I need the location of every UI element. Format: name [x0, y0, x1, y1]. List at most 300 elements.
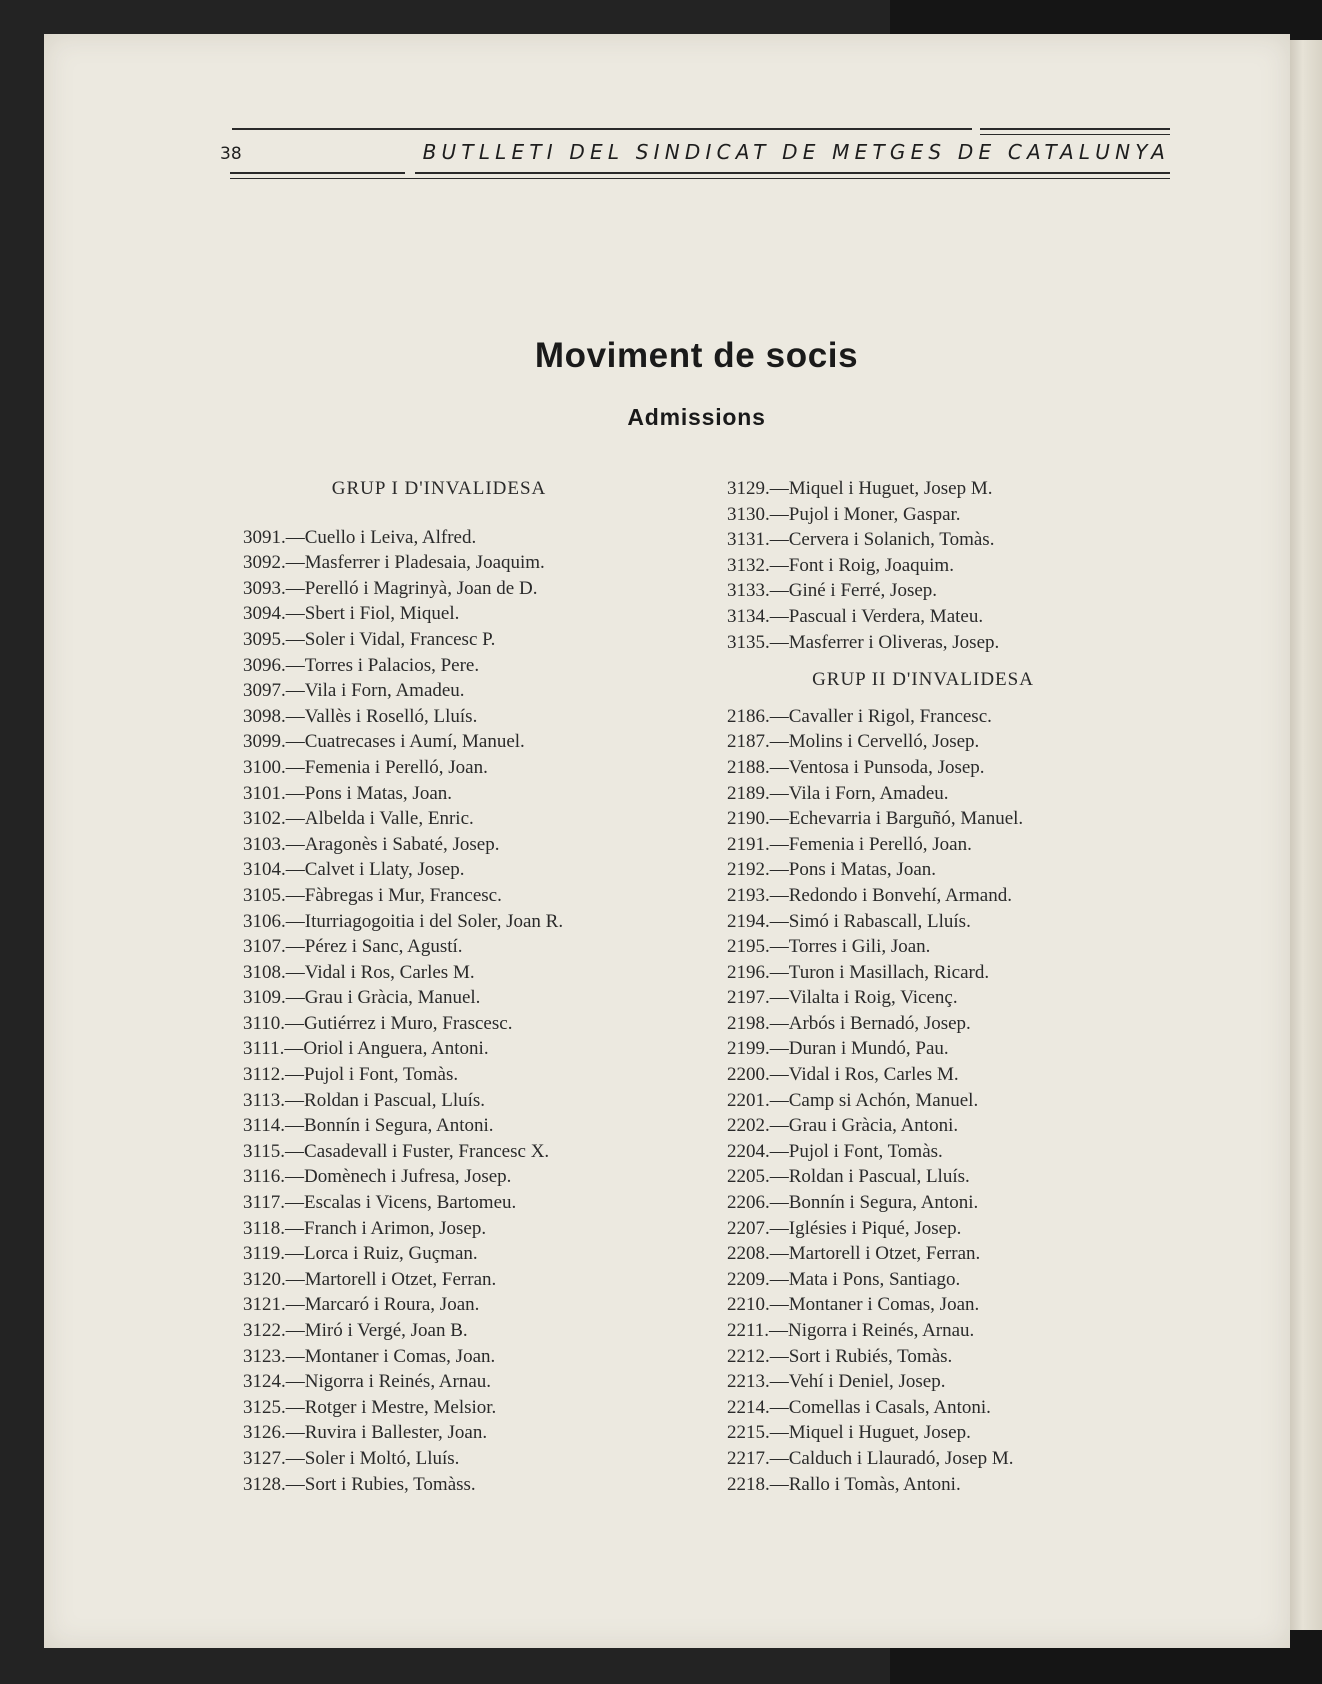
member-entry: [727, 704, 1147, 730]
entry-separator: .—: [765, 1294, 789, 1316]
member-number: 3105: [243, 884, 281, 906]
member-name: Femenia i Perelló, Joan.: [304, 756, 488, 778]
member-entry: [727, 909, 1147, 935]
member-number: 3113: [243, 1089, 281, 1111]
member-name: Iturriagogoitia i del Soler, Joan R.: [304, 910, 564, 932]
member-name: Rotger i Mestre, Melsior.: [304, 1396, 497, 1418]
member-number: 3123: [243, 1345, 281, 1367]
member-number: 3111: [243, 1038, 280, 1060]
member-entry: [727, 1267, 1147, 1293]
member-name: Pascual i Verdera, Mateu.: [788, 605, 984, 627]
entry-separator: .—: [765, 631, 789, 653]
member-entry: [727, 502, 1147, 528]
entry-separator: .—: [765, 833, 789, 855]
member-entry: [727, 1113, 1147, 1139]
header-bottom-rule-left: [230, 172, 405, 174]
member-name: Soler i Moltó, Lluís.: [304, 1447, 460, 1469]
member-entry: [243, 1472, 693, 1498]
member-number: 3095: [243, 628, 281, 650]
member-number: 2199: [727, 1038, 765, 1060]
member-entry: [243, 909, 693, 935]
member-name: Cuello i Leiva, Alfred.: [304, 526, 477, 548]
member-name: Calduch i Llauradó, Josep M.: [788, 1447, 1014, 1469]
left-column: [243, 476, 693, 1497]
entry-separator: .—: [280, 1089, 305, 1111]
member-entry: [727, 806, 1147, 832]
member-name: Arbós i Bernadó, Josep.: [788, 1012, 971, 1034]
member-entry: [243, 550, 693, 576]
entry-separator: .—: [280, 1166, 305, 1188]
member-number: 3092: [243, 552, 281, 574]
member-number: 3125: [243, 1396, 281, 1418]
entry-separator: .—: [281, 1396, 305, 1418]
member-name: Vehí i Deniel, Josep.: [788, 1371, 946, 1393]
entry-separator: .—: [765, 1166, 789, 1188]
member-name: Camp si Achón, Manuel.: [788, 1089, 979, 1111]
member-entry: [243, 627, 693, 653]
member-number: 3130: [727, 503, 765, 525]
member-number: 3122: [243, 1320, 281, 1341]
member-name: Femenia i Perelló, Joan.: [788, 833, 972, 855]
member-entry: [727, 1216, 1147, 1242]
entry-separator: .—: [765, 1192, 789, 1214]
entry-separator: .—: [281, 577, 305, 599]
member-name: Roldan i Pascual, Lluís.: [304, 1089, 486, 1111]
member-entry: [243, 1267, 693, 1293]
member-entry: [727, 553, 1147, 579]
entry-separator: .—: [281, 782, 305, 804]
member-entry: [243, 1446, 693, 1472]
entry-separator: .—: [281, 808, 305, 830]
entry-separator: .—: [765, 554, 789, 576]
entry-separator: .—: [281, 1320, 305, 1341]
member-number: 2210: [727, 1294, 765, 1316]
member-number: 3133: [727, 580, 765, 602]
member-entry: [727, 883, 1147, 909]
member-entry: [727, 1446, 1147, 1472]
member-number: 2204: [727, 1140, 765, 1162]
member-entry: [243, 985, 693, 1011]
member-entry: [727, 1395, 1147, 1421]
entry-separator: .—: [281, 859, 305, 881]
member-name: Martorell i Otzet, Ferran.: [304, 1268, 497, 1290]
entry-separator: .—: [281, 731, 305, 753]
member-name: Redondo i Bonvehí, Armand.: [788, 884, 1012, 906]
member-name: Pérez i Sanc, Agustí.: [304, 936, 463, 958]
member-name: Pons i Matas, Joan.: [788, 859, 936, 881]
member-number: 2188: [727, 756, 765, 778]
member-number: 3134: [727, 605, 765, 627]
entry-separator: .—: [765, 1447, 789, 1469]
entry-separator: .—: [281, 552, 305, 574]
member-name: Comellas i Casals, Antoni.: [788, 1396, 991, 1418]
entry-separator: .—: [765, 1396, 789, 1418]
member-entry: [727, 1062, 1147, 1088]
member-number: 2190: [727, 808, 765, 830]
member-number: 3121: [243, 1294, 281, 1316]
member-name: Font i Roig, Joaquim.: [788, 554, 954, 576]
member-entry: [243, 1241, 693, 1267]
member-entry: [727, 934, 1147, 960]
member-entry: [243, 704, 693, 730]
entry-separator: .—: [281, 833, 305, 855]
member-name: Aragonès i Sabaté, Josep.: [304, 833, 500, 855]
member-number: 2186: [727, 705, 765, 727]
entry-separator: .—: [765, 1064, 789, 1086]
member-number: 2209: [727, 1268, 765, 1290]
entry-separator: .—: [281, 654, 305, 676]
entry-separator: .—: [281, 628, 305, 650]
entry-separator: .—: [765, 1038, 789, 1060]
member-number: 2215: [727, 1422, 765, 1444]
entry-separator: .—: [281, 1345, 305, 1367]
member-entry: [243, 883, 693, 909]
member-number: 3106: [243, 910, 281, 932]
entry-separator: .—: [765, 808, 789, 830]
member-name: Domènech i Jufresa, Josep.: [304, 1166, 512, 1188]
member-entry: [727, 729, 1147, 755]
member-name: Sort i Rubies, Tomàss.: [304, 1473, 476, 1495]
entry-separator: .—: [765, 1089, 789, 1111]
member-entry: [727, 1318, 1147, 1344]
member-name: Pujol i Font, Tomàs.: [304, 1064, 459, 1086]
entry-separator: .—: [280, 1140, 305, 1162]
entry-separator: .—: [281, 910, 305, 932]
entry-separator: .—: [281, 884, 305, 906]
member-number: 2193: [727, 884, 765, 906]
member-entry: [243, 934, 693, 960]
entry-separator: .—: [765, 936, 789, 958]
member-number: 2208: [727, 1243, 765, 1265]
member-number: 3108: [243, 961, 281, 983]
member-number: 3116: [243, 1166, 281, 1188]
member-number: 3117: [243, 1192, 281, 1214]
member-number: 2206: [727, 1192, 765, 1214]
member-entry: [243, 653, 693, 679]
member-number: 3103: [243, 833, 281, 855]
entry-separator: .—: [764, 1320, 789, 1341]
entry-separator: .—: [765, 1140, 789, 1162]
page-edge: [1290, 40, 1322, 1630]
entry-separator: .—: [765, 884, 789, 906]
member-name: Giné i Ferré, Josep.: [788, 580, 938, 602]
member-number: 3107: [243, 936, 281, 958]
member-entry: [243, 1088, 693, 1114]
entry-separator: .—: [765, 1422, 789, 1444]
member-entry: [727, 1139, 1147, 1165]
member-number: 3114: [243, 1115, 281, 1137]
member-number: 3119: [243, 1243, 281, 1265]
member-number: 3124: [243, 1371, 281, 1393]
member-name: Vallès i Roselló, Lluís.: [304, 705, 478, 727]
entry-separator: .—: [281, 961, 305, 983]
member-name: Torres i Gili, Joan.: [788, 936, 931, 958]
member-name: Pujol i Moner, Gaspar.: [788, 503, 961, 525]
entry-separator: .—: [281, 1447, 305, 1469]
member-name: Molins i Cervelló, Josep.: [788, 731, 980, 753]
member-number: 2205: [727, 1166, 765, 1188]
entry-separator: .—: [765, 731, 789, 753]
entry-separator: .—: [281, 1268, 305, 1290]
member-name: Vila i Forn, Amadeu.: [788, 782, 949, 804]
member-entry: [243, 729, 693, 755]
member-entry: [727, 1241, 1147, 1267]
entry-separator: .—: [280, 1115, 305, 1137]
group-1-list: [243, 525, 693, 1498]
entry-separator: .—: [765, 1217, 789, 1239]
member-number: 2198: [727, 1012, 765, 1034]
member-entry: [727, 1472, 1147, 1498]
member-name: Fàbregas i Mur, Francesc.: [304, 884, 502, 906]
member-number: 2213: [727, 1371, 765, 1393]
member-name: Grau i Gràcia, Antoni.: [788, 1115, 959, 1137]
member-name: Vilalta i Roig, Vicenç.: [788, 987, 958, 1009]
member-name: Miró i Vergé, Joan B.: [304, 1320, 468, 1341]
member-name: Torres i Palacios, Pere.: [304, 654, 480, 676]
member-entry: [243, 678, 693, 704]
member-name: Mata i Pons, Santiago.: [788, 1268, 961, 1290]
member-entry: [727, 476, 1147, 502]
member-name: Sbert i Fiol, Miquel.: [304, 603, 460, 625]
member-name: Albelda i Valle, Enric.: [304, 808, 474, 830]
member-entry: [243, 1190, 693, 1216]
member-name: Ventosa i Punsoda, Josep.: [788, 756, 985, 778]
member-number: 2218: [727, 1473, 765, 1495]
member-number: 3099: [243, 731, 281, 753]
member-number: 3100: [243, 756, 281, 778]
member-entry: [727, 1036, 1147, 1062]
member-name: Oriol i Anguera, Antoni.: [303, 1038, 489, 1060]
member-entry: [727, 1164, 1147, 1190]
member-name: Sort i Rubiés, Tomàs.: [788, 1345, 953, 1367]
member-number: 3120: [243, 1268, 281, 1290]
member-entry: [727, 630, 1147, 656]
member-entry: [243, 576, 693, 602]
entry-separator: .—: [281, 526, 305, 548]
member-number: 2214: [727, 1396, 765, 1418]
member-name: Martorell i Otzet, Ferran.: [788, 1243, 981, 1265]
member-number: 2194: [727, 910, 765, 932]
member-number: 3126: [243, 1422, 281, 1444]
member-entry: [727, 604, 1147, 630]
member-number: 3118: [243, 1217, 281, 1239]
member-name: Cavaller i Rigol, Francesc.: [788, 705, 992, 727]
header-top-rule-right: [980, 128, 1170, 130]
entry-separator: .—: [765, 1268, 789, 1290]
member-number: 2212: [727, 1345, 765, 1367]
member-number: 2217: [727, 1447, 765, 1469]
member-name: Pujol i Font, Tomàs.: [788, 1140, 943, 1162]
member-name: Vidal i Ros, Carles M.: [788, 1064, 959, 1086]
entry-separator: .—: [765, 910, 789, 932]
entry-separator: .—: [280, 1217, 305, 1239]
entry-separator: .—: [765, 705, 789, 727]
entry-separator: .—: [281, 1422, 305, 1444]
member-number: 3091: [243, 526, 281, 548]
member-number: 3110: [243, 1012, 281, 1034]
member-entry: [243, 1139, 693, 1165]
member-name: Montaner i Comas, Joan.: [788, 1294, 980, 1316]
member-number: 3131: [727, 529, 765, 551]
member-number: 3096: [243, 654, 281, 676]
member-name: Soler i Vidal, Francesc P.: [304, 628, 496, 650]
member-name: Gutiérrez i Muro, Frascesc.: [304, 1012, 513, 1034]
member-number: 3101: [243, 782, 281, 804]
member-number: 3112: [243, 1064, 281, 1086]
member-name: Vidal i Ros, Carles M.: [304, 961, 475, 983]
member-entry: [243, 755, 693, 781]
member-entry: [727, 1292, 1147, 1318]
entry-separator: .—: [281, 1294, 305, 1316]
member-name: Casadevall i Fuster, Francesc X.: [304, 1140, 550, 1162]
group-2-list: [727, 704, 1147, 1497]
member-number: 2191: [727, 833, 765, 855]
member-entry: [727, 781, 1147, 807]
member-number: 3102: [243, 808, 281, 830]
member-entry: [243, 1369, 693, 1395]
member-name: Simó i Rabascall, Lluís.: [788, 910, 971, 932]
entry-separator: .—: [281, 603, 305, 625]
entry-separator: .—: [765, 859, 789, 881]
entry-separator: .—: [765, 580, 789, 602]
member-name: Miquel i Huguet, Josep.: [788, 1422, 971, 1444]
member-number: 3093: [243, 577, 281, 599]
member-entry: [243, 1395, 693, 1421]
member-number: 2201: [727, 1089, 765, 1111]
member-entry: [243, 1216, 693, 1242]
member-entry: [243, 601, 693, 627]
member-entry: [243, 1344, 693, 1370]
member-name: Ruvira i Ballester, Joan.: [304, 1422, 488, 1444]
entry-separator: .—: [280, 1192, 305, 1214]
member-entry: [243, 1062, 693, 1088]
member-name: Bonnín i Segura, Antoni.: [304, 1115, 494, 1137]
member-entry: [727, 1088, 1147, 1114]
member-number: 3104: [243, 859, 281, 881]
header-top-rule-left: [232, 128, 972, 130]
member-entry: [243, 1318, 693, 1344]
member-name: Nigorra i Reinés, Arnau.: [304, 1371, 492, 1393]
entry-separator: .—: [281, 987, 305, 1009]
member-name: Franch i Arimon, Josep.: [304, 1217, 487, 1239]
member-number: 3127: [243, 1447, 281, 1469]
member-number: 3115: [243, 1140, 281, 1162]
member-entry: [243, 806, 693, 832]
page-number: 38: [220, 144, 242, 164]
member-name: Turon i Masillach, Ricard.: [788, 961, 990, 983]
group-1-continued-list: [727, 476, 1147, 655]
member-entry: [243, 832, 693, 858]
member-entry: [243, 960, 693, 986]
member-entry: [243, 857, 693, 883]
member-number: 2189: [727, 782, 765, 804]
member-name: Grau i Gràcia, Manuel.: [304, 987, 481, 1009]
member-number: 3097: [243, 680, 281, 702]
entry-separator: .—: [765, 961, 789, 983]
member-entry: [243, 1292, 693, 1318]
entry-separator: .—: [765, 1243, 789, 1265]
member-entry: [243, 1036, 693, 1062]
member-number: 3129: [727, 478, 765, 499]
member-name: Iglésies i Piqué, Josep.: [788, 1217, 962, 1239]
member-number: 2211: [727, 1320, 765, 1341]
entry-separator: .—: [765, 478, 789, 499]
member-name: Nigorra i Reinés, Arnau.: [788, 1320, 975, 1341]
member-entry: [243, 1011, 693, 1037]
member-entry: [243, 525, 693, 551]
entry-separator: .—: [765, 756, 789, 778]
member-entry: [727, 578, 1147, 604]
member-entry: [243, 1113, 693, 1139]
member-name: Echevarria i Barguñó, Manuel.: [788, 808, 1024, 830]
entry-separator: .—: [281, 1371, 305, 1393]
section-subtitle: Admissions: [627, 404, 766, 430]
member-entry: [727, 527, 1147, 553]
member-name: Rallo i Tomàs, Antoni.: [788, 1473, 961, 1495]
entry-separator: .—: [279, 1038, 304, 1060]
member-number: 2207: [727, 1217, 765, 1239]
member-number: 2200: [727, 1064, 765, 1086]
member-number: 3128: [243, 1473, 281, 1495]
member-name: Duran i Mundó, Pau.: [788, 1038, 949, 1060]
group-2-heading: GRUP II D'INVALIDESA: [812, 669, 1034, 691]
entry-separator: .—: [281, 705, 305, 727]
member-name: Cervera i Solanich, Tomàs.: [788, 529, 995, 551]
member-name: Calvet i Llaty, Josep.: [304, 859, 465, 881]
entry-separator: .—: [765, 1115, 789, 1137]
entry-separator: .—: [765, 1345, 789, 1367]
member-number: 2202: [727, 1115, 765, 1137]
member-name: Lorca i Ruiz, Guçman.: [304, 1243, 478, 1265]
member-name: Cuatrecases i Aumí, Manuel.: [304, 731, 525, 753]
member-entry: [727, 1420, 1147, 1446]
header-bottom-rule-thin: [230, 178, 1170, 179]
member-number: 3132: [727, 554, 765, 576]
entry-separator: .—: [281, 756, 305, 778]
page-title: Moviment de socis: [534, 336, 859, 375]
member-name: Marcaró i Roura, Joan.: [304, 1294, 480, 1316]
member-entry: [727, 832, 1147, 858]
header-top-rule-thin: [980, 134, 1170, 135]
member-number: 3094: [243, 603, 281, 625]
member-number: 2187: [727, 731, 765, 753]
entry-separator: .—: [281, 1473, 305, 1495]
member-entry: [727, 1190, 1147, 1216]
entry-separator: .—: [765, 1473, 789, 1495]
member-number: 2196: [727, 961, 765, 983]
member-entry: [727, 1369, 1147, 1395]
member-name: Masferrer i Oliveras, Josep.: [788, 631, 1000, 653]
entry-separator: .—: [765, 1371, 789, 1393]
member-name: Pons i Matas, Joan.: [304, 782, 452, 804]
entry-separator: .—: [765, 782, 789, 804]
entry-separator: .—: [280, 1243, 305, 1265]
member-name: Bonnín i Segura, Antoni.: [788, 1192, 979, 1214]
entry-separator: .—: [765, 503, 789, 525]
entry-separator: .—: [280, 1064, 305, 1086]
header-bottom-rule-right: [415, 172, 1170, 174]
member-name: Escalas i Vicens, Bartomeu.: [304, 1192, 517, 1214]
entry-separator: .—: [281, 680, 305, 702]
member-number: 2195: [727, 936, 765, 958]
entry-separator: .—: [765, 987, 789, 1009]
member-entry: [727, 857, 1147, 883]
journal-title: BUTLLETI DEL SINDICAT DE METGES DE CATALUNYA: [422, 140, 1170, 164]
right-column: [727, 476, 1147, 1497]
member-entry: [727, 1344, 1147, 1370]
member-number: 3109: [243, 987, 281, 1009]
member-entry: [243, 1420, 693, 1446]
